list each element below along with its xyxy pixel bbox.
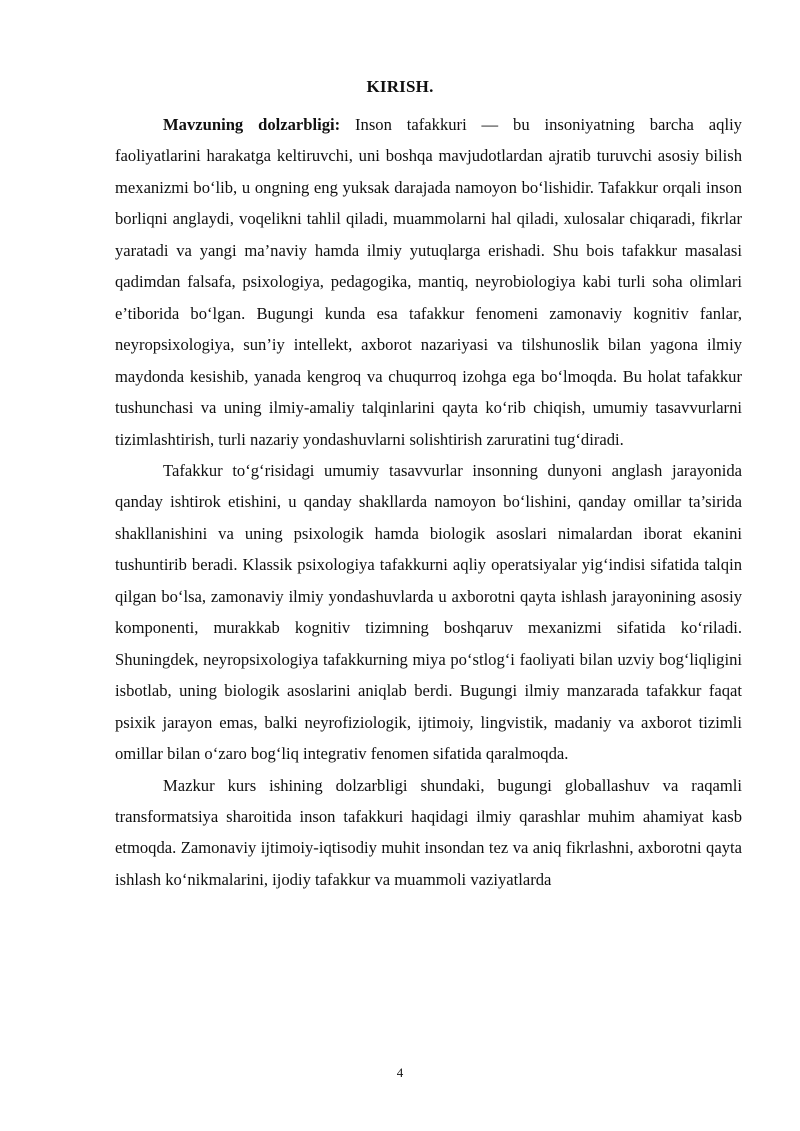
section-heading: KIRISH. xyxy=(366,77,434,96)
paragraph-text: Inson tafakkuri — bu insoniyatning barcha aqliy faoliyatlarini harakatga keltiruvchi, uni boshqa mavjudotlardan ajratib turuvchi asosiy bilish mexanizmi bo‘lib, u ongning eng yuksak darajada namoyon bo‘lishidir. Tafakkur orqali inson borliqni anglaydi, voqelikni tahlil qiladi, muammolarni hal qiladi, xulosalar chiqaradi, fikrlar yaratadi va yangi ma’naviy hamda ilmiy yutuqlarga erishadi. Shu bois tafakkur masalasi qadimdan falsafa, psixologiya, pedagogika, mantiq, neyrobiologiya kabi turli soha olimlari e’tiborida bo‘lgan. Bugungi kunda esa tafakkur fenomeni zamonaviy kognitiv fanlar, neyropsixologiya, sun’iy intellekt, axborot nazariyasi va tilshunoslik bilan yagona ilmiy maydonda kesishib, yanada kengroq va chuqurroq izohga ega bo‘lmoqda. Bu holat tafakkur tushunchasi va uning ilmiy-amaliy talqinlarini qayta ko‘rib chiqish, umumiy tasavvurlarni tizimlashtirish, turli nazariy yondashuvlarni solishtirish zaruratini tug‘diradi. xyxy=(115,115,742,449)
body-text xyxy=(115,109,742,895)
paragraph-general-concepts: Tafakkur to‘g‘risidagi umumiy tasavvurlar insonning dunyoni anglash jarayonida qanday ishtirok etishini, u qanday shakllarda namoyon bo‘lishini, qanday omillar ta’sirida shakllanishini va uning psixologik hamda biologik asoslari nimalardan iborat ekanini tushuntirib beradi. Klassik psixologiya tafakkurni aqliy operatsiyalar yig‘indisi sifatida talqin qilgan bo‘lsa, zamonaviy ilmiy yondashuvlarda u axborotni qayta ishlash jarayonining asosiy komponenti, murakkab kognitiv tizimning boshqaruv mexanizmi sifatida ko‘riladi. Shuningdek, neyropsixologiya tafakkurning miya po‘stlog‘i faoliyati bilan uzviy bog‘liqligini isbotlab, uning biologik asoslarini aniqlab berdi. Bugungi ilmiy manzarada tafakkur faqat psixik jarayon emas, balki neyrofiziologik, ijtimoiy, lingvistik, madaniy va axborot tizimli omillar bilan o‘zaro bog‘liq integrativ fenomen sifatida qaralmoqda. xyxy=(115,460,742,764)
paragraph-relevance xyxy=(115,109,742,455)
paragraph-course-relevance: Mazkur kurs ishining dolzarbligi shundaki, bugungi globallashuv va raqamli transformatsiya sharoitida inson tafakkuri haqidagi ilmiy qarashlar muhim ahamiyat kasb etmoqda. Zamonaviy ijtimoiy-iqtisodiy muhit insondan tez va aniq fikrlashni, axborotni qayta ishlash ko‘nikmalarini, ijodiy tafakkur va muammoli vaziyatlarda xyxy=(115,775,742,889)
paragraph-lead: Mavzuning dolzarbligi: xyxy=(163,115,341,134)
page-number: 4 xyxy=(396,1065,404,1080)
